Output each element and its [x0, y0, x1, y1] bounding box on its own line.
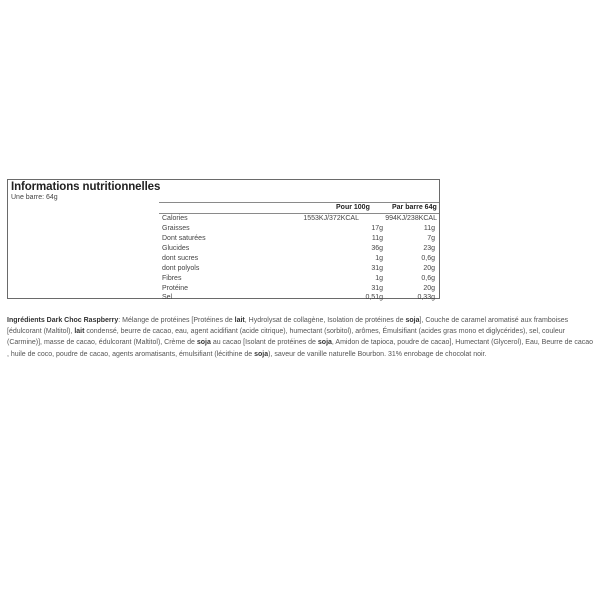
value-per-100g: 17g — [371, 225, 383, 232]
value-per-bar: 20g — [423, 285, 435, 292]
allergen-soy: soja — [196, 339, 211, 347]
table-row — [159, 275, 439, 285]
value-per-100g: 11g — [371, 235, 383, 242]
ingredients-segment: au cacao [Isolant de protéines de — [210, 339, 318, 347]
column-header-per-100g: Pour 100g — [336, 204, 370, 211]
value-per-100g: 31g — [371, 265, 383, 272]
row-label: dont polyols — [162, 265, 200, 272]
row-label: Sel — [162, 294, 173, 301]
ingredients-segment: ), saveur de vanille naturelle Bourbon. 31% enrobage de chocolat noir. — [268, 350, 487, 358]
ingredients-segment: : Mélange de protéines [Protéines de — [118, 317, 235, 324]
value-per-bar: 20g — [423, 265, 435, 272]
value-per-bar: 7g — [427, 235, 435, 242]
table-header-rule — [159, 213, 439, 214]
nutrition-panel — [7, 179, 440, 299]
table-row — [159, 215, 439, 225]
column-header-per-bar: Par barre 64g — [392, 204, 437, 211]
table-top-rule — [159, 202, 439, 203]
allergen-milk: lait — [74, 328, 85, 336]
row-label: Dont saturées — [162, 235, 206, 242]
allergen-milk: lait — [234, 317, 245, 324]
row-label: Glucides — [162, 245, 190, 252]
ingredients-segment: condensé, beurre de cacao, eau, agent acidifiant (acide citrique), humectant (sorbitol), arômes, Émulsifiant (acides gras mono et diglycérides), sel, couleur (Carmine)], masse de cacao, édulcorant (Maltitol), Crème de — [7, 328, 565, 347]
value-per-100g: 0,51g — [365, 294, 383, 301]
table-row — [159, 225, 439, 235]
ingredients-heading: Ingrédients Dark Choc Raspberry — [7, 317, 119, 324]
table-row — [159, 265, 439, 275]
value-per-100g: 36g — [371, 245, 383, 252]
value-per-100g: 1553KJ/372KCAL — [303, 215, 359, 222]
value-per-100g: 1g — [375, 255, 383, 262]
value-per-bar: 11g — [423, 225, 435, 232]
value-per-bar: 994KJ/238KCAL — [385, 215, 437, 222]
table-row — [159, 245, 439, 255]
row-label: Graisses — [162, 225, 190, 232]
allergen-soy: soja — [405, 317, 420, 324]
table-row — [159, 255, 439, 265]
value-per-bar: 23g — [423, 245, 435, 252]
table-row — [159, 235, 439, 245]
ingredients-text — [7, 315, 595, 360]
value-per-bar: 0,6g — [421, 275, 435, 282]
value-per-bar: 0,33g — [417, 294, 435, 301]
value-per-bar: 0,6g — [421, 255, 435, 262]
nutrition-title: Informations nutritionnelles — [11, 181, 161, 193]
row-label: Calories — [162, 215, 188, 222]
row-label: Protéine — [162, 285, 189, 292]
value-per-100g: 31g — [371, 285, 383, 292]
ingredients-segment: , Amidon de tapioca, poudre de cacao], Humectant (Glycerol), Eau, Beurre de cacao , huile de coco, poudre de cacao, agents aromatisants, émulsifiant (lécithine de — [7, 339, 594, 358]
allergen-soy: soja — [254, 350, 269, 358]
table-row — [159, 294, 439, 304]
allergen-soy: soja — [317, 339, 332, 347]
ingredients-segment: , Hydrolysat de collagène, Isolation de protéines de — [244, 317, 406, 324]
row-label: dont sucres — [162, 255, 199, 262]
serving-size: Une barre: 64g — [11, 194, 58, 201]
row-label: Fibres — [162, 275, 182, 282]
ingredients-segment: ], Couche de caramel aromatisé aux framboises [édulcorant (Maltitol), — [7, 317, 569, 336]
value-per-100g: 1g — [375, 275, 383, 282]
